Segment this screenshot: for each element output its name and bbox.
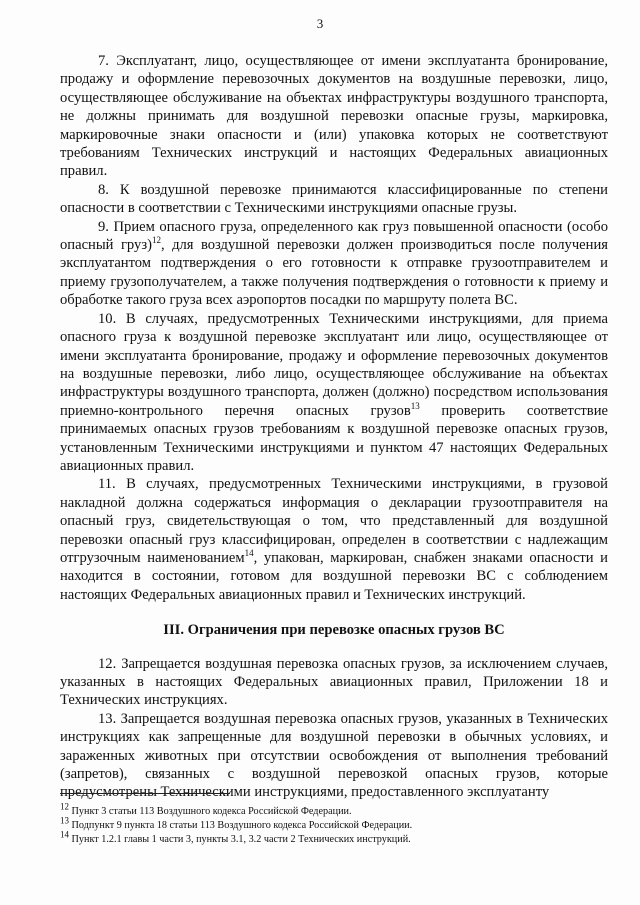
paragraph-7: 7. Эксплуатант, лицо, осуществляющее от имени эксплуатанта бронирование, продажу и оформление перевозочных документов на воздушные перевозки, лицо, осуществляющее обслуживание на объектах инфраструктуры воздушного транспорта, не должны принимать для воздушной перевозки опасные грузы, маркировка, маркировочные знаки опасности и (или) упаковка которых не соответствуют требованиям Технических инструкций и настоящих Федеральных авиационных правил. <box>60 53 608 180</box>
footnote-marker: 13 <box>60 815 69 826</box>
paragraph-13: 13. Запрещается воздушная перевозка опасных грузов, указанных в Технических инструкциях как запрещенные для воздушной перевозки в обычных условиях, и зараженных животных при отсутствии освобождения от выполнения требований (запретов), связанных с воздушной перевозкой опасных грузов, которые предусмотрены Техническими инструкциями, предоставленного эксплуатанту <box>60 710 608 801</box>
footnote-text: Пункт 3 статьи 113 Воздушного кодекса Российской Федерации. <box>69 806 352 817</box>
paragraph-12: 12. Запрещается воздушная перевозка опасных грузов, за исключением случаев, указанных в настоящих Федеральных авиационных правил, Приложении 18 и Технических инструкциях. <box>60 655 608 709</box>
page-number: 3 <box>316 16 324 31</box>
section-heading: III. Ограничения при перевозке опасных грузов ВС <box>163 622 505 639</box>
footnotes <box>60 801 608 847</box>
footnote-14 <box>60 829 608 847</box>
footnote-divider <box>60 793 230 794</box>
paragraph-9 <box>60 218 608 310</box>
paragraph-10-text-a: 10. В случаях, предусмотренных Техническими инструкциями, для приема опасного груза к воздушной перевозке эксплуатант или лицо, осуществляющее от имени эксплуатанта бронирование, продажу и оформление перевозочных документов на воздушные перевозки, либо лицо, осуществляющее обслуживание на объектах инфраструктуры воздушного транспорта, должен (должно) посредством использования приемно-контрольного перечня опасных грузов <box>60 310 608 419</box>
footnote-12 <box>60 801 608 819</box>
document-body <box>60 52 608 802</box>
footnote-ref-12: 12 <box>151 235 161 246</box>
paragraph-11 <box>60 475 608 604</box>
footnote-ref-13: 13 <box>410 400 420 411</box>
paragraph-10-text-b: проверить соответствие принимаемых опасных грузов требованиям к воздушной перевозке опасных грузов, установленным Техническими инструкциями и пунктом 47 настоящих Федеральных авиационных правил. <box>60 402 608 474</box>
footnote-ref-14: 14 <box>244 548 254 559</box>
footnote-text: Подпункт 9 пункта 18 статьи 113 Воздушного кодекса Российской Федерации. <box>69 820 413 831</box>
footnote-13 <box>60 815 608 833</box>
paragraph-9-text-b: , для воздушной перевозки должен производиться после получения эксплуатантом подтверждения о его готовности к отправке грузоотправителем и приему грузополучателем, а также получения подтверждения о готовности к приему и обработке такого груза всех аэропортов посадки по маршруту полета ВС. <box>60 237 608 309</box>
paragraph-9-text-a: 9. Прием опасного груза, определенного как груз повышенной опасности (особо опасный груз) <box>60 218 608 254</box>
paragraph-10 <box>60 310 608 476</box>
footnote-marker: 12 <box>60 801 69 812</box>
footnote-marker: 14 <box>60 829 69 840</box>
paragraph-11-text-a: 11. В случаях, предусмотренных Техническими инструкциями, в грузовой накладной должна содержаться информация о декларации грузоотправителя на опасный груз, свидетельствующая о том, что представленный для воздушной перевозки опасный груз классифицирован, определен в соответствии с надлежащим отгрузочным наименованием <box>60 476 608 566</box>
paragraph-8: 8. К воздушной перевозке принимаются классифицированные по степени опасности в соответствии с Техническими инструкциями опасные грузы. <box>60 181 608 217</box>
paragraph-11-text-b: , упакован, маркирован, снабжен знаками опасности и находится в состоянии, готовом для воздушной перевозки ВС с соблюдением настоящих Федеральных авиационных правил и Технических инструкций. <box>60 549 608 603</box>
footnote-text: Пункт 1.2.1 главы 1 части 3, пункты 3.1, 3.2 части 2 Технических инструкций. <box>69 834 411 845</box>
